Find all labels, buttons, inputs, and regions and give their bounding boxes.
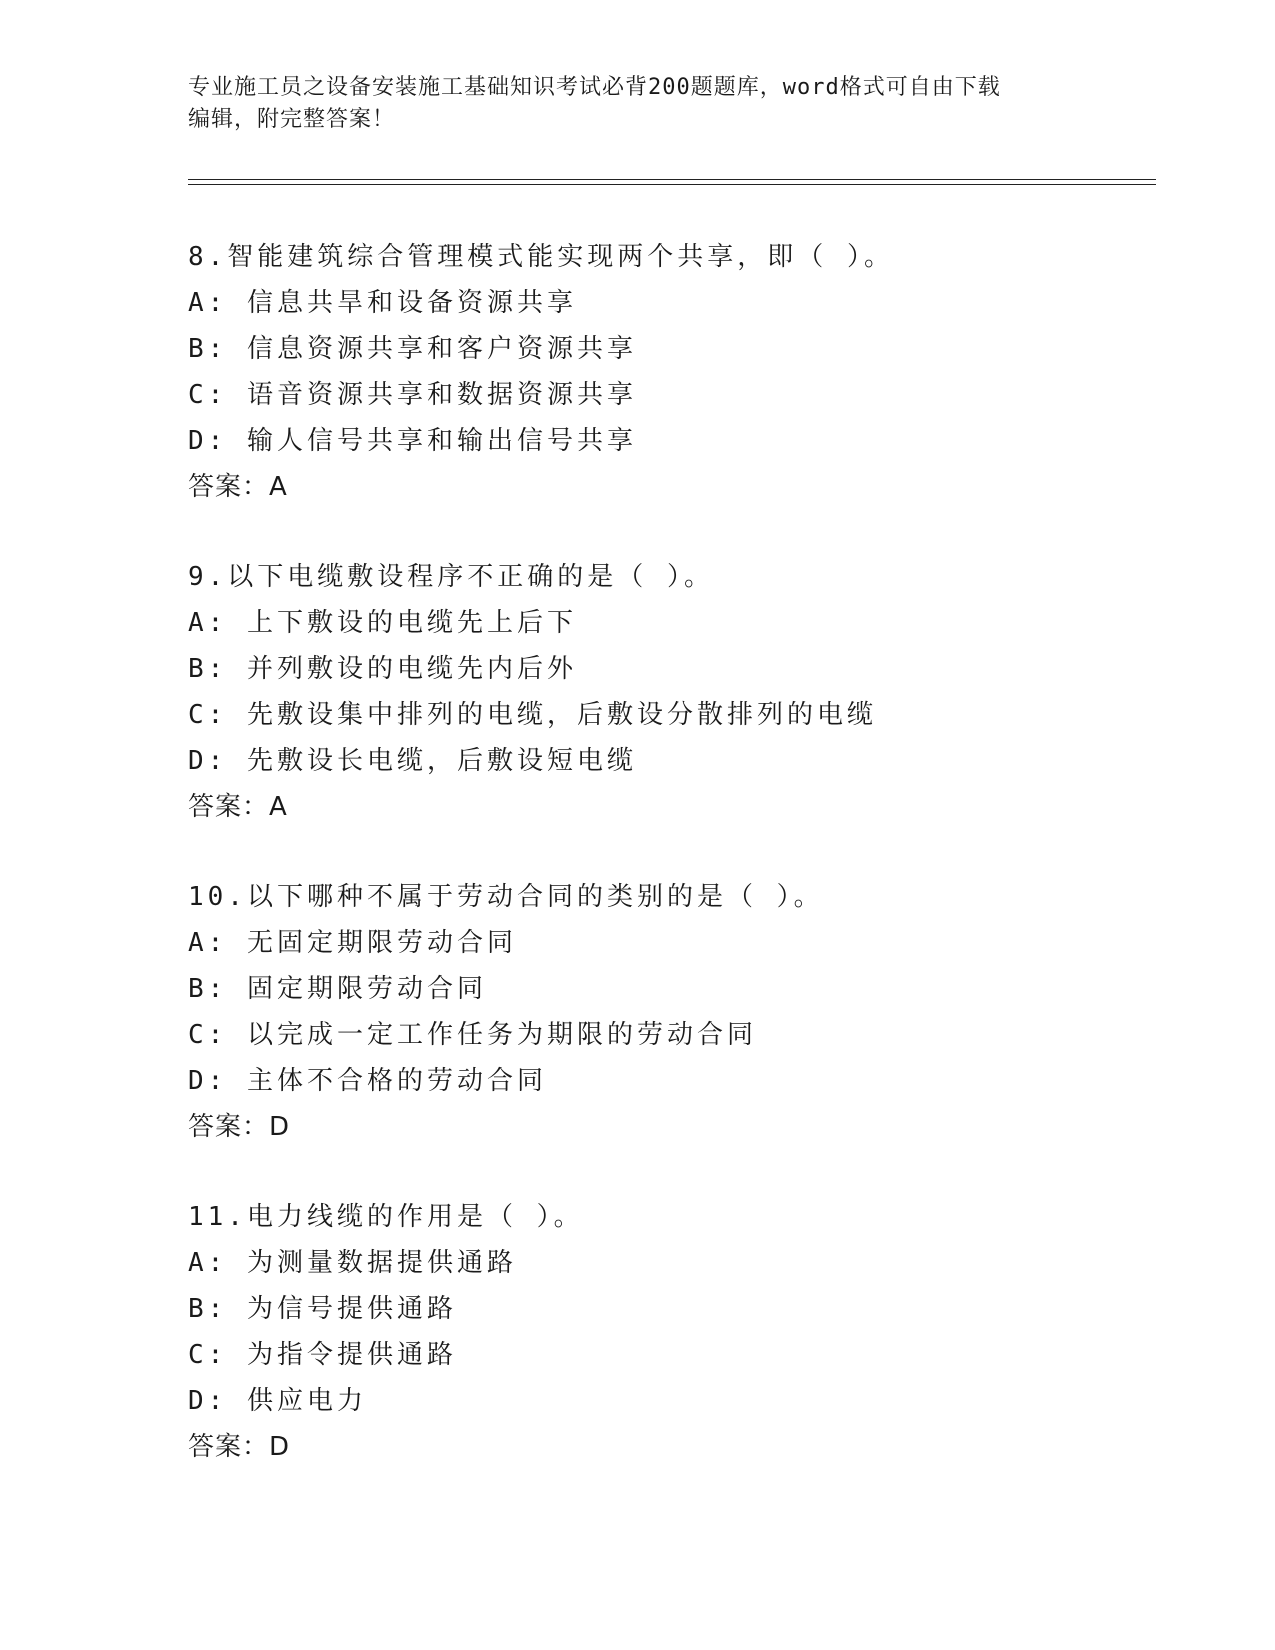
answer-line: 答案：D [188,1432,291,1462]
option-c: C: 先敷设集中排列的电缆，后敷设分散排列的电缆 [188,700,877,730]
option-c: C: 以完成一定工作任务为期限的劳动合同 [188,1020,757,1050]
document-header [188,72,1088,136]
option-c: C: 为指令提供通路 [188,1340,457,1370]
option-a: A: 上下敷设的电缆先上后下 [188,608,577,638]
option-b: B: 并列敷设的电缆先内后外 [188,654,577,684]
option-d: D: 供应电力 [188,1386,367,1416]
question-stem: 8.智能建筑综合管理模式能实现两个共享，即（ ）。 [188,242,894,272]
header-line-1: 专业施工员之设备安装施工基础知识考试必背200题题库，word格式可自由下载 [188,75,1001,100]
option-b: B: 为信号提供通路 [188,1294,457,1324]
option-a: A: 无固定期限劳动合同 [188,928,517,958]
question-stem: 11.电力线缆的作用是（ ）。 [188,1202,584,1232]
header-divider-top [188,179,1156,180]
question-stem: 9.以下电缆敷设程序不正确的是（ ）。 [188,562,714,592]
question-9 [188,554,1148,874]
option-d: D: 输人信号共享和输出信号共享 [188,426,637,456]
header-divider-bottom [188,184,1156,185]
option-a: A: 信息共旱和设备资源共享 [188,288,577,318]
answer-line: 答案：A [188,472,288,502]
question-list [188,234,1148,1514]
question-stem: 10.以下哪种不属于劳动合同的类别的是（ ）。 [188,882,824,912]
question-11 [188,1194,1148,1514]
option-b: B: 信息资源共享和客户资源共享 [188,334,637,364]
answer-line: 答案：D [188,1112,291,1142]
option-a: A: 为测量数据提供通路 [188,1248,517,1278]
option-c: C: 语音资源共享和数据资源共享 [188,380,637,410]
option-d: D: 先敷设长电缆，后敷设短电缆 [188,746,637,776]
header-line-2: 编辑，附完整答案！ [188,107,396,132]
option-b: B: 固定期限劳动合同 [188,974,487,1004]
option-d: D: 主体不合格的劳动合同 [188,1066,547,1096]
answer-line: 答案：A [188,792,288,822]
question-8 [188,234,1148,554]
question-10 [188,874,1148,1194]
